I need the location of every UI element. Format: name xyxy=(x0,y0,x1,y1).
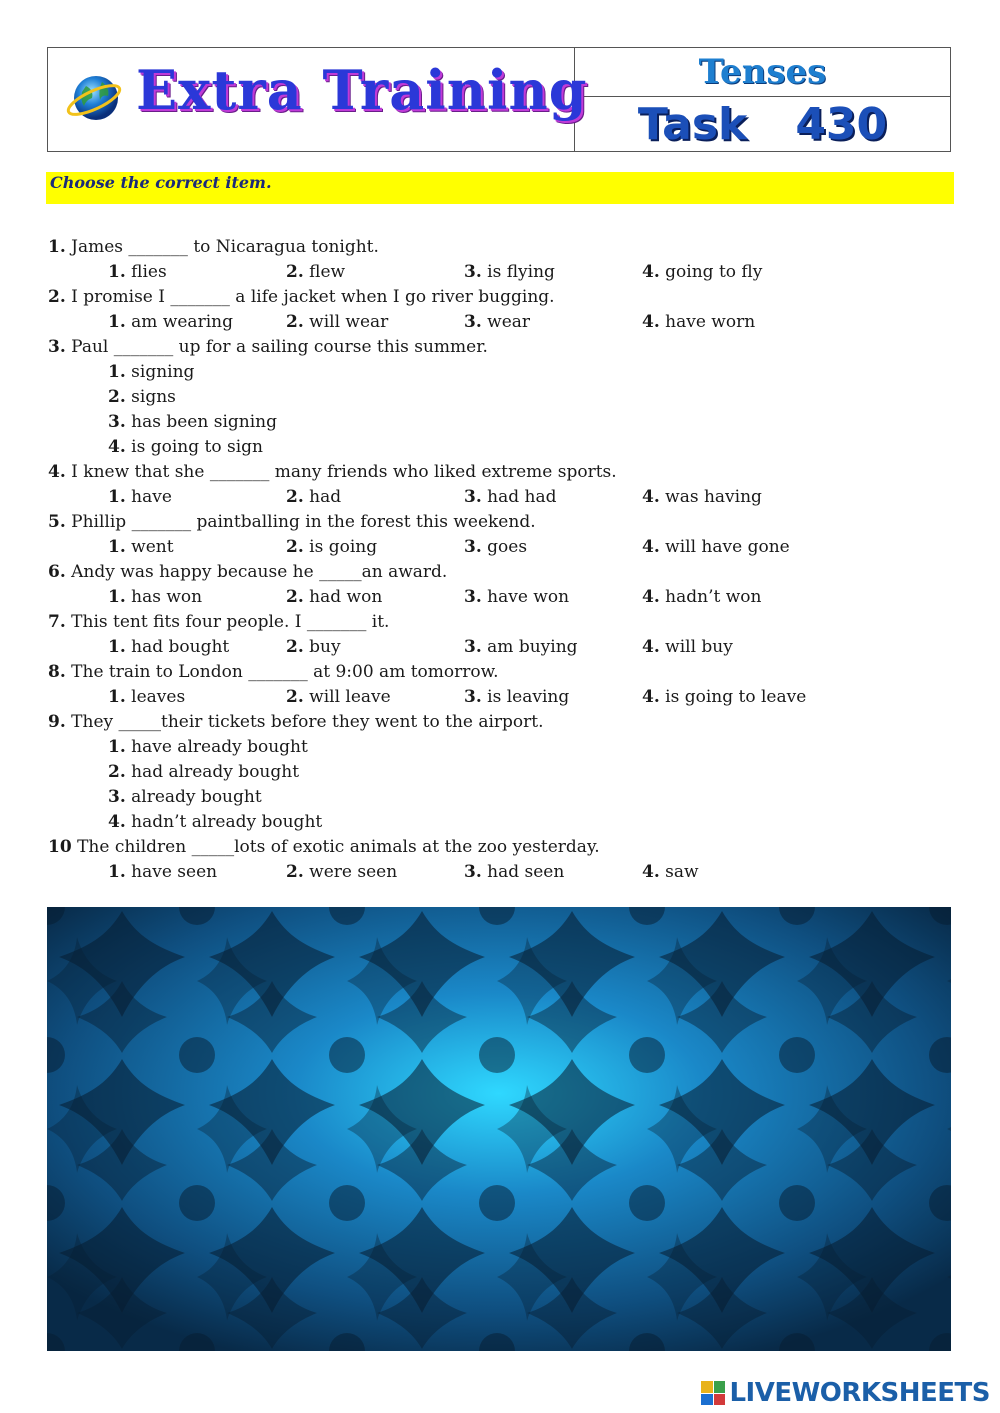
option-text: signing xyxy=(131,362,195,382)
option-text: had xyxy=(309,487,342,507)
option-text: will have gone xyxy=(665,537,790,557)
option-text: have worn xyxy=(665,312,756,332)
option-number: 3. xyxy=(464,312,482,332)
option-number: 4. xyxy=(642,537,660,557)
answer-option[interactable] xyxy=(108,535,174,560)
option-number: 4. xyxy=(108,812,126,832)
option-text: going to fly xyxy=(665,262,763,282)
option-text: had seen xyxy=(487,862,565,882)
option-number: 2. xyxy=(286,537,304,557)
option-text: had had xyxy=(487,487,557,507)
answer-option[interactable] xyxy=(464,260,555,285)
option-text: have already bought xyxy=(131,737,308,757)
option-text: is going xyxy=(309,537,378,557)
option-number: 4. xyxy=(642,862,660,882)
answer-option[interactable] xyxy=(286,260,345,285)
option-text: went xyxy=(131,537,174,557)
option-text: were seen xyxy=(309,862,398,882)
answer-option[interactable] xyxy=(642,635,733,660)
task-id xyxy=(575,97,950,151)
task-number: 430 xyxy=(795,98,888,150)
question-text: The children _____lots of exotic animals at the zoo yesterday. xyxy=(77,837,600,857)
answer-option[interactable] xyxy=(108,785,262,810)
question-line xyxy=(48,510,536,535)
option-number: 4. xyxy=(642,637,660,657)
answer-option[interactable] xyxy=(108,310,233,335)
question-line xyxy=(48,610,389,635)
option-number: 2. xyxy=(286,487,304,507)
answer-option[interactable] xyxy=(642,860,699,885)
question-number: 3. xyxy=(48,337,66,357)
question-line xyxy=(48,460,617,485)
option-number: 3. xyxy=(464,587,482,607)
option-number: 4. xyxy=(108,437,126,457)
answer-option[interactable] xyxy=(286,310,388,335)
option-number: 2. xyxy=(108,762,126,782)
answer-option[interactable] xyxy=(642,535,790,560)
question-text: They _____their tickets before they went to the airport. xyxy=(71,712,544,732)
question-number: 8. xyxy=(48,662,66,682)
option-number: 2. xyxy=(108,387,126,407)
option-number: 2. xyxy=(286,587,304,607)
option-text: is leaving xyxy=(487,687,570,707)
question-number: 6. xyxy=(48,562,66,582)
instruction-bar xyxy=(46,172,954,204)
option-text: leaves xyxy=(131,687,186,707)
liveworksheets-icon xyxy=(701,1381,725,1405)
option-number: 1. xyxy=(108,687,126,707)
answer-option[interactable] xyxy=(286,860,397,885)
answer-option[interactable] xyxy=(108,485,172,510)
option-text: is flying xyxy=(487,262,555,282)
option-text: has won xyxy=(131,587,203,607)
question-number: 5. xyxy=(48,512,66,532)
option-text: had won xyxy=(309,587,383,607)
option-number: 2. xyxy=(286,262,304,282)
option-text: am wearing xyxy=(131,312,233,332)
option-number: 1. xyxy=(108,587,126,607)
option-text: have won xyxy=(487,587,570,607)
question-text: James _______ to Nicaragua tonight. xyxy=(71,237,379,257)
option-number: 3. xyxy=(108,412,126,432)
question-text: This tent fits four people. I _______ it. xyxy=(71,612,390,632)
option-number: 2. xyxy=(286,312,304,332)
answer-option[interactable] xyxy=(642,585,761,610)
option-text: saw xyxy=(665,862,699,882)
option-number: 3. xyxy=(464,687,482,707)
question-line xyxy=(48,560,447,585)
option-number: 4. xyxy=(642,262,660,282)
option-text: already bought xyxy=(131,787,262,807)
answer-option[interactable] xyxy=(108,760,299,785)
question-line xyxy=(48,335,488,360)
question-number: 7. xyxy=(48,612,66,632)
question-text: I knew that she _______ many friends who liked extreme sports. xyxy=(71,462,617,482)
question-text: Phillip _______ paintballing in the forest this weekend. xyxy=(71,512,536,532)
option-text: flew xyxy=(309,262,346,282)
option-number: 4. xyxy=(642,312,660,332)
answer-option[interactable] xyxy=(464,860,564,885)
option-text: has been signing xyxy=(131,412,277,432)
option-text: is going to leave xyxy=(665,687,807,707)
option-number: 3. xyxy=(108,787,126,807)
option-number: 1. xyxy=(108,862,126,882)
answer-option[interactable] xyxy=(642,685,806,710)
option-number: 2. xyxy=(286,862,304,882)
option-number: 1. xyxy=(108,262,126,282)
option-number: 1. xyxy=(108,312,126,332)
question-text: The train to London _______ at 9:00 am tomorrow. xyxy=(71,662,499,682)
globe-icon xyxy=(64,68,124,128)
question-number: 2. xyxy=(48,287,66,307)
question-line xyxy=(48,285,555,310)
option-number: 4. xyxy=(642,687,660,707)
task-label: Task xyxy=(637,98,748,150)
option-number: 3. xyxy=(464,262,482,282)
brand-cell xyxy=(48,48,588,151)
question-line xyxy=(48,660,499,685)
footer-brand: LIVEWORKSHEETS xyxy=(729,1378,990,1408)
question-number: 4. xyxy=(48,462,66,482)
option-number: 3. xyxy=(464,637,482,657)
option-text: signs xyxy=(131,387,176,407)
question-text: Andy was happy because he _____an award. xyxy=(71,562,448,582)
topic-title: Tenses xyxy=(575,48,950,97)
answer-option[interactable] xyxy=(108,810,322,835)
worksheet-header xyxy=(47,47,951,152)
option-number: 2. xyxy=(286,637,304,657)
question-line xyxy=(48,235,379,260)
answer-option[interactable] xyxy=(464,635,578,660)
answer-option[interactable] xyxy=(108,860,217,885)
answer-option[interactable] xyxy=(108,685,185,710)
option-number: 4. xyxy=(642,587,660,607)
answer-option[interactable] xyxy=(108,435,263,460)
answer-option[interactable] xyxy=(108,585,202,610)
option-text: had bought xyxy=(131,637,230,657)
option-number: 3. xyxy=(464,487,482,507)
option-text: have seen xyxy=(131,862,218,882)
option-text: wear xyxy=(487,312,531,332)
answer-option[interactable] xyxy=(108,385,176,410)
decorative-pattern-image xyxy=(47,907,951,1351)
answer-option[interactable] xyxy=(464,310,530,335)
option-number: 3. xyxy=(464,862,482,882)
question-number: 1. xyxy=(48,237,66,257)
option-text: was having xyxy=(665,487,762,507)
option-number: 1. xyxy=(108,637,126,657)
question-number: 10 xyxy=(48,837,72,857)
answer-option[interactable] xyxy=(286,685,391,710)
option-text: flies xyxy=(131,262,167,282)
answer-option[interactable] xyxy=(108,260,167,285)
answer-option[interactable] xyxy=(642,260,762,285)
question-number: 9. xyxy=(48,712,66,732)
option-number: 1. xyxy=(108,737,126,757)
instruction-text: Choose the correct item. xyxy=(50,173,272,192)
answer-option[interactable] xyxy=(464,535,527,560)
liveworksheets-logo xyxy=(701,1376,990,1410)
option-text: will buy xyxy=(665,637,733,657)
option-number: 1. xyxy=(108,362,126,382)
question-text: I promise I _______ a life jacket when I go river bugging. xyxy=(71,287,555,307)
option-text: will wear xyxy=(309,312,389,332)
option-text: will leave xyxy=(309,687,391,707)
answer-option[interactable] xyxy=(286,635,341,660)
answer-option[interactable] xyxy=(642,485,762,510)
option-text: goes xyxy=(487,537,528,557)
option-number: 1. xyxy=(108,537,126,557)
answer-option[interactable] xyxy=(108,360,194,385)
option-number: 2. xyxy=(286,687,304,707)
answer-option[interactable] xyxy=(286,585,382,610)
option-number: 1. xyxy=(108,487,126,507)
answer-option[interactable] xyxy=(286,535,377,560)
option-number: 4. xyxy=(642,487,660,507)
answer-option[interactable] xyxy=(464,685,569,710)
answer-option[interactable] xyxy=(286,485,341,510)
task-cell xyxy=(575,48,950,151)
answer-option[interactable] xyxy=(464,485,557,510)
option-text: is going to sign xyxy=(131,437,263,457)
option-text: am buying xyxy=(487,637,578,657)
option-text: have xyxy=(131,487,172,507)
question-text: Paul _______ up for a sailing course this summer. xyxy=(71,337,488,357)
option-number: 3. xyxy=(464,537,482,557)
option-text: hadn’t won xyxy=(665,587,762,607)
answer-option[interactable] xyxy=(108,735,308,760)
answer-option[interactable] xyxy=(108,410,277,435)
option-text: had already bought xyxy=(131,762,300,782)
answer-option[interactable] xyxy=(108,635,229,660)
question-line xyxy=(48,710,544,735)
answer-option[interactable] xyxy=(642,310,755,335)
option-text: hadn’t already bought xyxy=(131,812,323,832)
question-line xyxy=(48,835,600,860)
answer-option[interactable] xyxy=(464,585,569,610)
brand-title: Extra Training xyxy=(136,58,588,122)
option-text: buy xyxy=(309,637,341,657)
